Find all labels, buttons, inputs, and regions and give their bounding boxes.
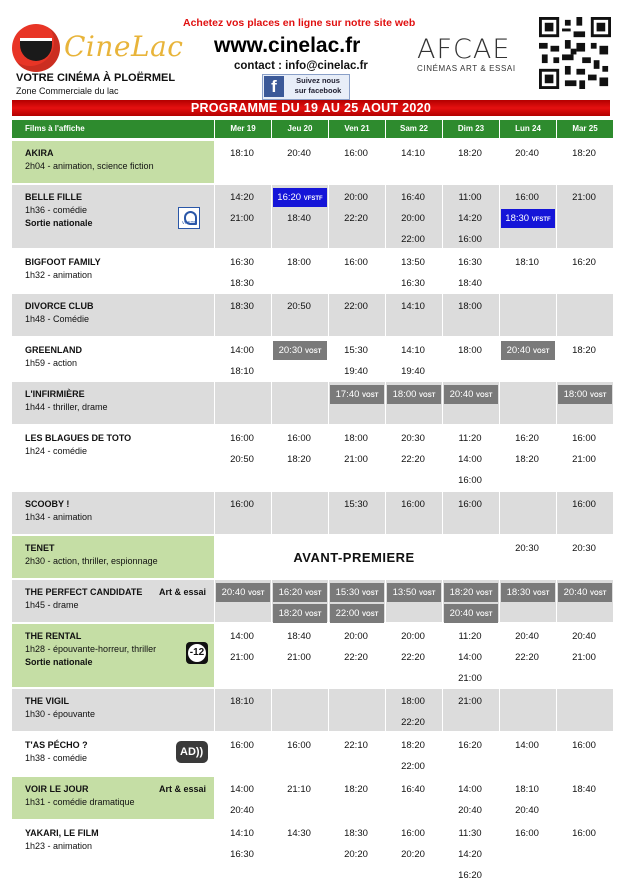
film-cell bbox=[12, 492, 214, 534]
showtime[interactable]: 22:20 bbox=[401, 454, 425, 465]
programme-banner: PROGRAMME DU 19 AU 25 AOUT 2020 bbox=[12, 100, 610, 116]
showtime[interactable]: 18:20 bbox=[287, 454, 311, 465]
showtime[interactable]: 11:00 bbox=[458, 192, 482, 203]
showtime: 20:40 bbox=[449, 608, 474, 619]
film-cell bbox=[12, 250, 214, 292]
cinelac-logo[interactable] bbox=[12, 20, 207, 76]
showtime[interactable]: 18:10 bbox=[230, 696, 254, 707]
header bbox=[0, 0, 631, 100]
showtime-badge[interactable] bbox=[558, 583, 612, 602]
showtime[interactable]: 11:20 bbox=[458, 433, 482, 444]
showtime: 18:20 bbox=[449, 587, 474, 598]
showtime[interactable]: 21:00 bbox=[458, 673, 482, 684]
showtime[interactable]: 20:40 bbox=[515, 631, 539, 642]
showtime-cell bbox=[557, 689, 613, 731]
version-label: VOST bbox=[305, 349, 322, 355]
showtime[interactable]: 20:30 bbox=[515, 543, 539, 554]
version-label: VOST bbox=[248, 591, 265, 597]
showtime[interactable]: 21:00 bbox=[344, 454, 368, 465]
film-info: 1h24 - comédie bbox=[25, 446, 88, 456]
showtime[interactable]: 18:10 bbox=[515, 784, 539, 795]
showtime[interactable]: 16:20 bbox=[572, 257, 596, 268]
showtime[interactable]: 16:00 bbox=[344, 148, 368, 159]
film-info: 1h30 - épouvante bbox=[25, 709, 96, 719]
showtime[interactable]: 16:00 bbox=[401, 499, 425, 510]
showtime[interactable]: 18:20 bbox=[458, 148, 482, 159]
film-info: 1h36 - comédie bbox=[25, 205, 88, 215]
showtime[interactable]: 16:00 bbox=[230, 433, 254, 444]
showtime[interactable]: 16:00 bbox=[458, 475, 482, 486]
afcae-logo-text: AFCAE bbox=[417, 34, 511, 65]
showtime-cell bbox=[272, 689, 328, 731]
showtime[interactable]: 11:30 bbox=[458, 828, 482, 839]
showtime-badge[interactable] bbox=[444, 385, 498, 404]
showtime[interactable]: 14:00 bbox=[458, 652, 482, 663]
film-info: 1h38 - comédie bbox=[25, 753, 88, 763]
showtime[interactable]: 22:20 bbox=[515, 652, 539, 663]
showtime[interactable]: 18:40 bbox=[458, 278, 482, 289]
showtime[interactable]: 15:30 bbox=[344, 499, 368, 510]
day-header: Jeu 20 bbox=[271, 120, 328, 138]
showtime[interactable]: 21:00 bbox=[458, 696, 482, 707]
showtime[interactable]: 14:00 bbox=[230, 345, 254, 356]
showtime[interactable]: 16:00 bbox=[515, 192, 539, 203]
film-cell bbox=[12, 338, 214, 380]
cinema-location: Zone Commerciale du lac bbox=[16, 86, 119, 96]
qr-code-icon[interactable] bbox=[539, 17, 611, 89]
showtime[interactable]: 18:40 bbox=[287, 213, 311, 224]
showtime[interactable]: 18:00 bbox=[401, 696, 425, 707]
showtime[interactable]: 14:00 bbox=[230, 631, 254, 642]
showtime[interactable]: 22:20 bbox=[401, 652, 425, 663]
showtime-badge[interactable] bbox=[501, 583, 555, 602]
film-title[interactable]: DIVORCE CLUB bbox=[25, 301, 94, 311]
film-title[interactable]: BELLE FILLE bbox=[25, 192, 82, 202]
showtime-cell bbox=[272, 382, 328, 424]
facebook-button[interactable] bbox=[262, 74, 350, 100]
showtime: 20:40 bbox=[221, 587, 246, 598]
showtime[interactable]: 16:00 bbox=[458, 499, 482, 510]
schedule-table bbox=[12, 120, 610, 890]
avant-premiere-label: AVANT-PREMIERE bbox=[293, 550, 415, 565]
day-header: Mer 19 bbox=[214, 120, 271, 138]
showtime[interactable]: 20:20 bbox=[401, 849, 425, 860]
facebook-label-line1: Suivez nous bbox=[296, 76, 340, 85]
showtime[interactable]: 16:30 bbox=[230, 257, 254, 268]
showtime[interactable]: 22:00 bbox=[401, 761, 425, 772]
film-info: 1h34 - animation bbox=[25, 512, 93, 522]
film-info: 1h28 - épouvante-horreur, thriller bbox=[25, 644, 157, 654]
showtime: 16:20 bbox=[277, 192, 302, 203]
showtime[interactable]: 20:00 bbox=[344, 192, 368, 203]
showtime: 18:20 bbox=[278, 608, 303, 619]
showtime-cell bbox=[500, 294, 556, 336]
film-info: 1h23 - animation bbox=[25, 841, 93, 851]
showtime-cell bbox=[557, 294, 613, 336]
showtime[interactable]: 16:00 bbox=[572, 433, 596, 444]
film-cell bbox=[12, 580, 214, 622]
showtime[interactable]: 16:00 bbox=[230, 740, 254, 751]
art-essai-label: Art & essai bbox=[158, 587, 206, 597]
showtime[interactable]: 20:00 bbox=[401, 213, 425, 224]
showtime[interactable]: 16:00 bbox=[572, 828, 596, 839]
showtime[interactable]: 16:40 bbox=[401, 784, 425, 795]
showtime[interactable]: 21:10 bbox=[287, 784, 311, 795]
tagline: Achetez vos places en ligne sur notre site web bbox=[183, 17, 416, 29]
day-header: Dim 23 bbox=[442, 120, 499, 138]
showtime-cell bbox=[500, 689, 556, 731]
showtime[interactable]: 20:40 bbox=[287, 148, 311, 159]
showtime-badge[interactable] bbox=[558, 385, 612, 404]
day-header: Sam 22 bbox=[385, 120, 442, 138]
film-title[interactable]: THE VIGIL bbox=[25, 696, 70, 706]
version-label: VOST bbox=[590, 591, 607, 597]
showtime-cell bbox=[272, 492, 328, 534]
version-label: VOST bbox=[305, 591, 322, 597]
version-label: VOST bbox=[533, 591, 550, 597]
showtime[interactable]: 14:10 bbox=[401, 301, 425, 312]
version-label: VFSTF bbox=[531, 217, 551, 223]
showtime[interactable]: 14:10 bbox=[401, 148, 425, 159]
film-title[interactable]: VOIR LE JOUR bbox=[25, 784, 89, 794]
showtime-badge[interactable] bbox=[444, 583, 498, 602]
version-label: VOST bbox=[476, 591, 493, 597]
showtime: 22:00 bbox=[335, 608, 360, 619]
showtime[interactable]: 22:20 bbox=[344, 652, 368, 663]
showtime[interactable]: 18:20 bbox=[572, 148, 596, 159]
film-cell bbox=[12, 141, 214, 183]
age-12-rating-icon: -12 bbox=[186, 642, 208, 664]
showtime: 17:40 bbox=[335, 389, 360, 400]
showtime[interactable]: 16:00 bbox=[572, 740, 596, 751]
film-release-note: Sortie nationale bbox=[25, 657, 93, 667]
showtime[interactable]: 20:30 bbox=[572, 543, 596, 554]
film-cell bbox=[12, 821, 214, 885]
showtime: 18:00 bbox=[392, 389, 417, 400]
showtime: 20:40 bbox=[449, 389, 474, 400]
film-title[interactable]: TENET bbox=[25, 543, 55, 553]
film-cell bbox=[12, 382, 214, 424]
films-header: Films à l'affiche bbox=[12, 120, 214, 138]
showtime[interactable]: 20:40 bbox=[458, 805, 482, 816]
film-cell bbox=[12, 624, 214, 687]
showtime[interactable]: 15:30 bbox=[344, 345, 368, 356]
showtime[interactable]: 14:00 bbox=[230, 784, 254, 795]
showtime[interactable]: 11:20 bbox=[458, 631, 482, 642]
website-link[interactable]: www.cinelac.fr bbox=[214, 34, 361, 57]
showtime[interactable]: 16:00 bbox=[344, 257, 368, 268]
showtime[interactable]: 18:20 bbox=[515, 454, 539, 465]
showtime[interactable]: 18:00 bbox=[458, 345, 482, 356]
showtime[interactable]: 16:00 bbox=[230, 499, 254, 510]
showtime[interactable]: 16:20 bbox=[458, 740, 482, 751]
showtime-badge[interactable] bbox=[330, 385, 384, 404]
showtime[interactable]: 22:10 bbox=[344, 740, 368, 751]
showtime[interactable]: 16:00 bbox=[287, 740, 311, 751]
showtime[interactable]: 18:10 bbox=[230, 366, 254, 377]
afcae-logo bbox=[417, 34, 533, 73]
showtime[interactable]: 14:30 bbox=[287, 828, 311, 839]
showtime-badge[interactable] bbox=[273, 583, 327, 602]
showtime[interactable]: 18:20 bbox=[572, 345, 596, 356]
showtime[interactable]: 18:00 bbox=[344, 433, 368, 444]
showtime-badge[interactable] bbox=[501, 209, 555, 228]
showtime[interactable]: 16:20 bbox=[458, 870, 482, 881]
showtime[interactable]: 14:10 bbox=[401, 345, 425, 356]
film-cell bbox=[12, 536, 214, 578]
showtime-badge[interactable] bbox=[501, 341, 555, 360]
film-info: 1h31 - comédie dramatique bbox=[25, 797, 135, 807]
film-title[interactable]: YAKARI, LE FILM bbox=[25, 828, 99, 838]
film-info: 2h04 - animation, science fiction bbox=[25, 161, 154, 171]
showtime[interactable]: 20:40 bbox=[572, 631, 596, 642]
film-title[interactable]: LES BLAGUES DE TOTO bbox=[25, 433, 132, 443]
film-info: 2h30 - action, thriller, espionnage bbox=[25, 556, 158, 566]
film-title[interactable]: T'AS PÉCHO ? bbox=[25, 740, 88, 750]
showtime-badge[interactable] bbox=[444, 604, 498, 623]
film-info: 1h32 - animation bbox=[25, 270, 93, 280]
art-essai-label: Art & essai bbox=[158, 784, 206, 794]
showtime[interactable]: 20:30 bbox=[401, 433, 425, 444]
audio-description-icon: AD)) bbox=[176, 741, 208, 763]
film-mouth-icon bbox=[12, 24, 60, 72]
showtime[interactable]: 20:00 bbox=[344, 631, 368, 642]
film-cell bbox=[12, 777, 214, 819]
showtime: 18:30 bbox=[506, 587, 531, 598]
showtime[interactable]: 20:20 bbox=[344, 849, 368, 860]
film-info: 1h48 - Comédie bbox=[25, 314, 90, 324]
showtime-badge[interactable] bbox=[330, 583, 384, 602]
showtime[interactable]: 20:00 bbox=[401, 631, 425, 642]
showtime[interactable]: 21:00 bbox=[572, 192, 596, 203]
showtime[interactable]: 22:20 bbox=[344, 213, 368, 224]
film-cell bbox=[12, 294, 214, 336]
showtime[interactable]: 16:40 bbox=[401, 192, 425, 203]
film-info: 1h44 - thriller, drame bbox=[25, 402, 108, 412]
showtime[interactable]: 20:40 bbox=[230, 805, 254, 816]
film-cell bbox=[12, 426, 214, 490]
showtime[interactable]: 21:00 bbox=[230, 213, 254, 224]
showtime[interactable]: 18:30 bbox=[230, 278, 254, 289]
showtime[interactable]: 16:20 bbox=[515, 433, 539, 444]
showtime[interactable]: 14:20 bbox=[458, 213, 482, 224]
showtime[interactable]: 18:30 bbox=[344, 828, 368, 839]
showtime: 16:20 bbox=[278, 587, 303, 598]
showtime: 18:30 bbox=[505, 213, 530, 224]
version-label: VOST bbox=[476, 393, 493, 399]
showtime[interactable]: 18:00 bbox=[287, 257, 311, 268]
showtime-badge[interactable] bbox=[273, 604, 327, 623]
showtime[interactable]: 19:40 bbox=[344, 366, 368, 377]
showtime[interactable]: 18:40 bbox=[287, 631, 311, 642]
version-label: VOST bbox=[419, 393, 436, 399]
version-label: VOST bbox=[362, 591, 379, 597]
contact-email[interactable]: contact : info@cinelac.fr bbox=[234, 60, 368, 72]
logo-text: CineLac bbox=[64, 30, 184, 63]
version-label: VOST bbox=[305, 612, 322, 618]
showtime[interactable]: 16:00 bbox=[287, 433, 311, 444]
showtime-badge[interactable] bbox=[387, 385, 441, 404]
film-title[interactable]: BIGFOOT FAMILY bbox=[25, 257, 101, 267]
showtime[interactable]: 22:00 bbox=[344, 301, 368, 312]
cinema-title: VOTRE CINÉMA À PLOËRMEL bbox=[16, 72, 176, 84]
showtime[interactable]: 16:00 bbox=[515, 828, 539, 839]
version-label: VOST bbox=[362, 393, 379, 399]
version-label: VOST bbox=[476, 612, 493, 618]
showtime[interactable]: 18:00 bbox=[458, 301, 482, 312]
showtime: 20:40 bbox=[563, 587, 588, 598]
day-header: Ven 21 bbox=[328, 120, 385, 138]
showtime-badge[interactable] bbox=[273, 341, 327, 360]
film-info: 1h59 - action bbox=[25, 358, 78, 368]
showtime[interactable]: 18:40 bbox=[572, 784, 596, 795]
showtime-cell bbox=[329, 689, 385, 731]
version-label: VOST bbox=[533, 349, 550, 355]
hearing-impaired-icon: VFSTF bbox=[178, 207, 200, 229]
showtime[interactable]: 21:00 bbox=[287, 652, 311, 663]
showtime[interactable]: 21:00 bbox=[572, 652, 596, 663]
film-cell bbox=[12, 733, 214, 775]
showtime[interactable]: 19:40 bbox=[401, 366, 425, 377]
day-header: Lun 24 bbox=[499, 120, 556, 138]
showtime[interactable]: 21:00 bbox=[572, 454, 596, 465]
film-title[interactable]: THE PERFECT CANDIDATE bbox=[25, 587, 143, 597]
showtime[interactable]: 16:30 bbox=[230, 849, 254, 860]
film-title[interactable]: THE RENTAL bbox=[25, 631, 82, 641]
version-label: VOST bbox=[419, 591, 436, 597]
version-label: VFSTF bbox=[303, 196, 323, 202]
showtime[interactable]: 14:20 bbox=[458, 849, 482, 860]
showtime[interactable]: 16:00 bbox=[572, 499, 596, 510]
showtime[interactable]: 14:10 bbox=[230, 828, 254, 839]
showtime[interactable]: 20:40 bbox=[515, 148, 539, 159]
showtime[interactable]: 18:20 bbox=[401, 740, 425, 751]
showtime: 15:30 bbox=[335, 587, 360, 598]
facebook-label-line2: sur facebook bbox=[294, 86, 342, 95]
film-cell bbox=[12, 185, 214, 248]
showtime[interactable]: 16:00 bbox=[458, 234, 482, 245]
showtime[interactable]: 18:10 bbox=[230, 148, 254, 159]
showtime: 18:00 bbox=[563, 389, 588, 400]
showtime[interactable]: 22:20 bbox=[401, 717, 425, 728]
showtime-cell bbox=[500, 382, 556, 424]
showtime[interactable]: 16:30 bbox=[458, 257, 482, 268]
film-title[interactable]: GREENLAND bbox=[25, 345, 83, 355]
showtime: 20:30 bbox=[278, 345, 303, 356]
showtime-cell bbox=[215, 382, 271, 424]
showtime[interactable]: 18:20 bbox=[344, 784, 368, 795]
showtime: 13:50 bbox=[392, 587, 417, 598]
afcae-subtitle: CINÉMAS ART & ESSAI bbox=[417, 64, 516, 73]
showtime[interactable]: 18:30 bbox=[230, 301, 254, 312]
showtime[interactable]: 13:50 bbox=[401, 257, 425, 268]
showtime[interactable]: 16:00 bbox=[401, 828, 425, 839]
version-label: VOST bbox=[362, 612, 379, 618]
showtime[interactable]: 14:00 bbox=[515, 740, 539, 751]
facebook-icon: f bbox=[264, 76, 284, 97]
showtime[interactable]: 22:00 bbox=[401, 234, 425, 245]
showtime-badge[interactable] bbox=[387, 583, 441, 602]
showtime[interactable]: 14:00 bbox=[458, 784, 482, 795]
film-title[interactable]: SCOOBY ! bbox=[25, 499, 70, 509]
day-header: Mar 25 bbox=[556, 120, 613, 138]
showtime-badge[interactable] bbox=[273, 188, 327, 207]
showtime[interactable]: 20:50 bbox=[287, 301, 311, 312]
film-title[interactable]: AKIRA bbox=[25, 148, 54, 158]
showtime[interactable]: 21:00 bbox=[230, 652, 254, 663]
showtime[interactable]: 14:20 bbox=[230, 192, 254, 203]
showtime[interactable]: 16:30 bbox=[401, 278, 425, 289]
showtime[interactable]: 14:00 bbox=[458, 454, 482, 465]
showtime[interactable]: 18:10 bbox=[515, 257, 539, 268]
showtime-badge[interactable] bbox=[330, 604, 384, 623]
showtime[interactable]: 20:40 bbox=[515, 805, 539, 816]
film-release-note: Sortie nationale bbox=[25, 218, 93, 228]
film-title[interactable]: L'INFIRMIÈRE bbox=[25, 389, 85, 399]
showtime-badge[interactable] bbox=[216, 583, 270, 602]
showtime[interactable]: 20:50 bbox=[230, 454, 254, 465]
showtime-cell bbox=[500, 492, 556, 534]
version-label: VOST bbox=[590, 393, 607, 399]
showtime: 20:40 bbox=[506, 345, 531, 356]
film-info: 1h45 - drame bbox=[25, 600, 79, 610]
film-cell bbox=[12, 689, 214, 731]
